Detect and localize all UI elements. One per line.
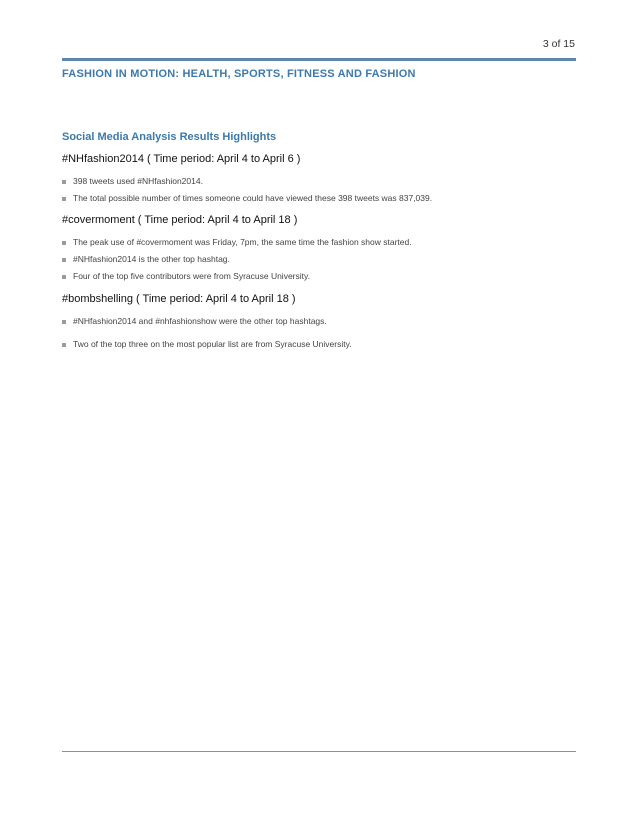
list-item [62,176,576,187]
list-item-text: Two of the top three on the most popular list are from Syracuse University. [73,339,352,349]
bullet-icon [62,320,66,324]
list-item [62,254,576,265]
document-title: FASHION IN MOTION: HEALTH, SPORTS, FITNESS AND FASHION [62,68,416,80]
bullet-icon [62,180,66,184]
list-item [62,237,576,248]
bullet-icon [62,258,66,262]
bullet-icon [62,275,66,279]
group-heading: #covermoment ( Time period: April 4 to April 18 ) [62,214,298,226]
group-heading: #bombshelling ( Time period: April 4 to April 18 ) [62,293,296,305]
list-item [62,271,576,282]
list-item-text: Four of the top five contributors were from Syracuse University. [73,271,310,281]
group-heading: #NHfashion2014 ( Time period: April 4 to April 6 ) [62,153,301,165]
bullet-list [62,316,576,350]
section-heading: Social Media Analysis Results Highlights [62,131,277,143]
hashtag-group-bombshelling [62,292,576,350]
list-item-text: The peak use of #covermoment was Friday, 7pm, the same time the fashion show started. [73,237,412,247]
bullet-list [62,237,576,282]
list-item-text: #NHfashion2014 is the other top hashtag. [73,254,230,264]
bullet-icon [62,197,66,201]
list-item-text: #NHfashion2014 and #nhfashionshow were the other top hashtags. [73,316,327,326]
bullet-list [62,176,576,204]
list-item [62,316,576,327]
content-body [62,152,576,362]
bullet-icon [62,343,66,347]
hashtag-group-covermoment [62,213,576,282]
page-number: 3 of 15 [542,38,575,50]
footer-rule [62,751,576,752]
list-item [62,339,576,350]
bullet-icon [62,241,66,245]
list-item-text: 398 tweets used #NHfashion2014. [73,176,203,186]
list-item [62,193,576,204]
hashtag-group-nhfashion2014 [62,152,576,204]
list-item-text: The total possible number of times someone could have viewed these 398 tweets was 837,039. [73,193,433,203]
header-rule [62,58,576,61]
